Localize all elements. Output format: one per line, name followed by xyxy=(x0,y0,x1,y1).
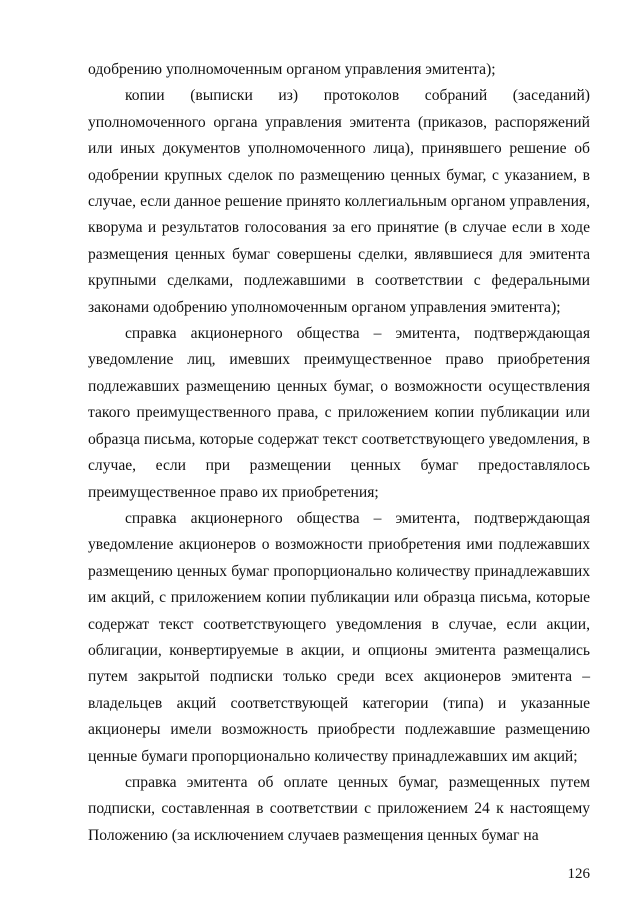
paragraph-payment-certificate: справка эмитента об оплате ценных бумаг, размещенных путем подписки, составленная в соответствии с приложением 24 к настоящему Положению (за исключением случаев размещения ценных бумаг на xyxy=(88,773,590,844)
paragraph-preemptive-right-notice: справка акционерного общества – эмитента, подтверждающая уведомление лиц, имевших преимущественное право приобретения подлежавших размещению ценных бумаг, о возможности осуществления такого преимущественного права, с приложением копии публикации или образца письма, которые содержат текст соответствующего уведомления, в случае, если при размещении ценных бумаг предоставлялось преимущественное право их приобретения; xyxy=(88,325,590,501)
paragraph-shareholder-notice: справка акционерного общества – эмитента, подтверждающая уведомление акционеров о возможности приобретения ими подлежавших размещению ценных бумаг пропорционально количеству принадлежавших им акций, с приложением копии публикации или образца письма, которые содержат текст соответствующего уведомления в случае, если акции, облигации, конвертируемые в акции, и опционы эмитента размещались путем закрытой подписки только среди всех акционеров эмитента – владельцев акций соответствующей категории (типа) и указанные акционеры имели возможность приобрести подлежавшие размещению ценные бумаги пропорционально количеству принадлежавших им акций; xyxy=(88,509,590,765)
page-number: 126 xyxy=(567,866,590,882)
paragraph-continuation: одобрению уполномоченным органом управления эмитента); xyxy=(88,61,496,78)
paragraph-protocol-copies: копии (выписки из) протоколов собраний (заседаний) уполномоченного органа управления эмитента (приказов, распоряжений или иных документов уполномоченного лица), принявшего решение об одобрении крупных сделок по размещению ценных бумаг, с указанием, в случае, если данное решение принято коллегиальным органом управления, кворума и результатов голосования за его принятие (в случае если в ходе размещения ценных бумаг совершены сделки, являвшиеся для эмитента крупными сделками, подлежавшими в соответствии с федеральными законами одобрению уполномоченным органом управления эмитента); xyxy=(88,87,590,316)
body-text xyxy=(88,57,590,849)
